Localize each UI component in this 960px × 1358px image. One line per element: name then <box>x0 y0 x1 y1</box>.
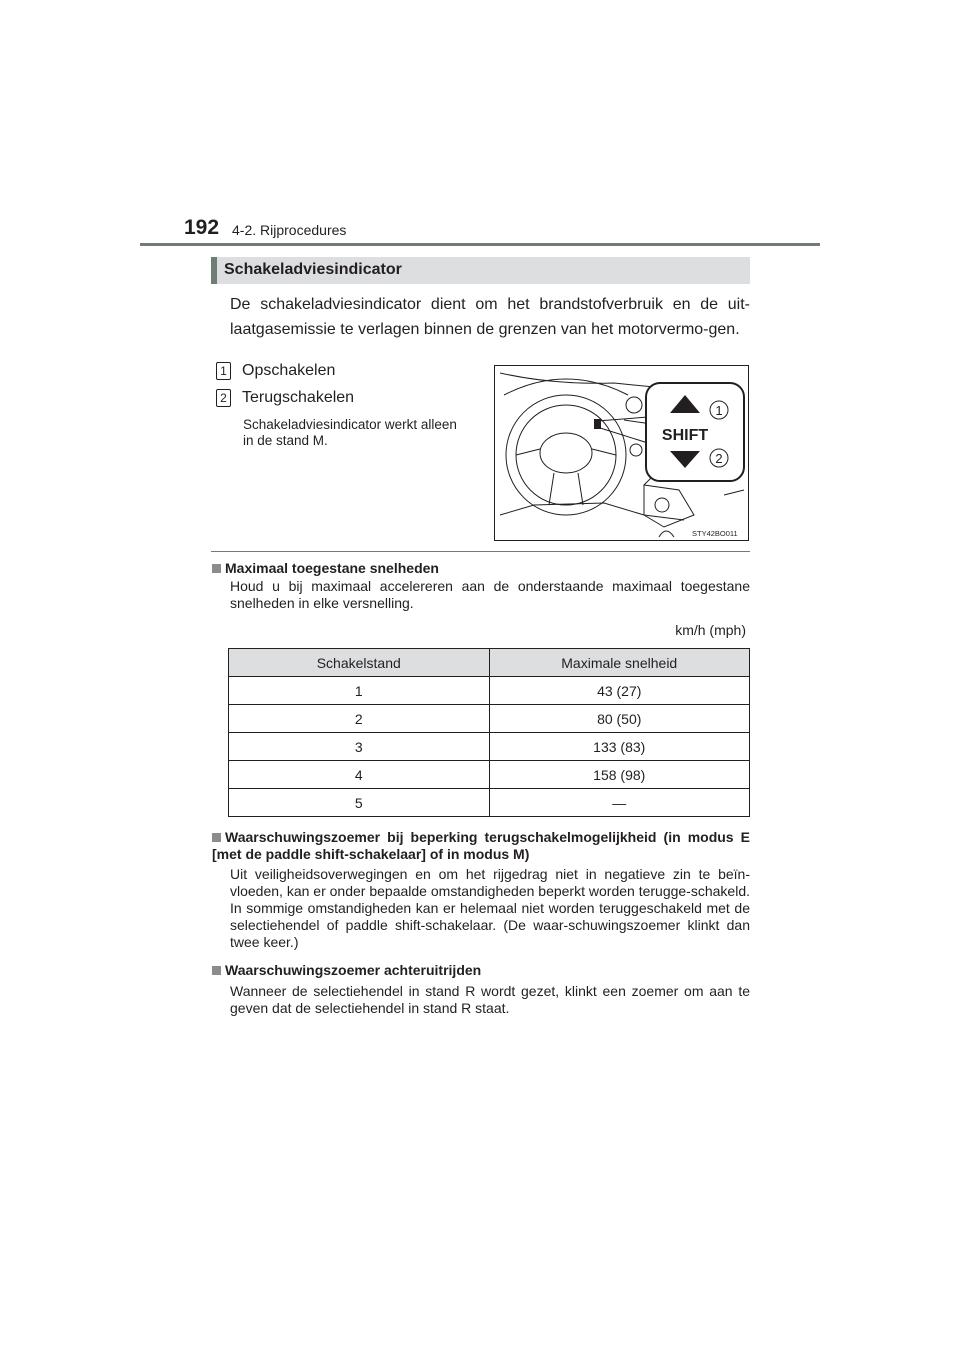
reverse-warning-text: Wanneer de selectiehendel in stand R wordt gezet, klinkt een zoemer om aan te geven dat de selectiehendel in stand R staat. <box>230 983 750 1016</box>
downshift-warning-text: Uit veiligheidsoverwegingen en om het rijgedrag niet in negatieve zin te beïn-vloeden, kan er onder bepaalde omstandigheden beperkt worden terugge-schakeld. In sommige omstandigheden kan er helemaal niet worden teruggeschakeld met de selectiehendel of paddle shift-schakelaar. (De waar-schuwingszoemer klinkt dan twee keer.) <box>230 866 750 950</box>
legend-label: Opschakelen <box>242 362 336 379</box>
table-row <box>229 733 750 761</box>
table-header-row <box>229 649 750 677</box>
legend-number: 2 <box>216 389 231 407</box>
gear-cell: 3 <box>229 733 490 761</box>
speed-cell: — <box>489 789 750 817</box>
square-bullet-icon <box>212 833 221 842</box>
table-row <box>229 705 750 733</box>
shift-label: SHIFT <box>661 427 709 444</box>
speed-cell: 133 (83) <box>489 733 750 761</box>
table-row <box>229 789 750 817</box>
section-divider <box>211 551 750 552</box>
max-speeds-heading: Maximaal toegestane snelheden <box>212 560 750 577</box>
gear-cell: 5 <box>229 789 490 817</box>
column-header: Maximale snelheid <box>489 649 750 677</box>
callout-downshift: 2 <box>715 451 723 466</box>
legend-number: 1 <box>216 362 231 380</box>
max-speeds-text: Houd u bij maximaal accelereren aan de onderstaande maximaal toegestane snelheden in elke versnelling. <box>230 578 750 611</box>
section-path: 4-2. Rijprocedures <box>232 222 347 238</box>
reverse-warning-heading: Waarschuwingszoemer achteruitrijden <box>212 962 750 979</box>
heading-tab <box>211 257 217 284</box>
max-speeds-table <box>228 648 750 817</box>
gear-cell: 1 <box>229 677 490 705</box>
table-row <box>229 677 750 705</box>
speed-cell: 43 (27) <box>489 677 750 705</box>
column-header: Schakelstand <box>229 649 490 677</box>
section-heading-bar <box>211 257 750 284</box>
page-number: 192 <box>184 216 220 239</box>
speed-cell: 158 (98) <box>489 761 750 789</box>
square-bullet-icon <box>212 966 221 975</box>
note-text: Schakeladviesindicator werkt alleen in de stand M. <box>243 417 457 448</box>
dashboard-illustration <box>494 365 749 541</box>
section-heading: Schakeladviesindicator <box>224 261 402 278</box>
gear-cell: 4 <box>229 761 490 789</box>
square-bullet-icon <box>212 564 221 573</box>
shift-indicator-figure <box>494 365 749 541</box>
table-row <box>229 761 750 789</box>
intro-paragraph: De schakeladviesindicator dient om het brandstofverbruik en de uit-laatgasemissie te verlagen binnen de grenzen van het motorvermo-gen. <box>230 296 750 338</box>
callout-upshift: 1 <box>715 403 723 418</box>
speed-units: km/h (mph) <box>675 622 746 638</box>
gear-cell: 2 <box>229 705 490 733</box>
legend-label: Terugschakelen <box>242 389 355 406</box>
header-rule <box>140 243 820 246</box>
downshift-warning-heading: Waarschuwingszoemer bij beperking terugschakelmogelijkheid (in modus E [met de paddle shift-schakelaar] of in modus M) <box>212 829 750 862</box>
figure-code: STY42BO011 <box>692 529 738 538</box>
speed-cell: 80 (50) <box>489 705 750 733</box>
